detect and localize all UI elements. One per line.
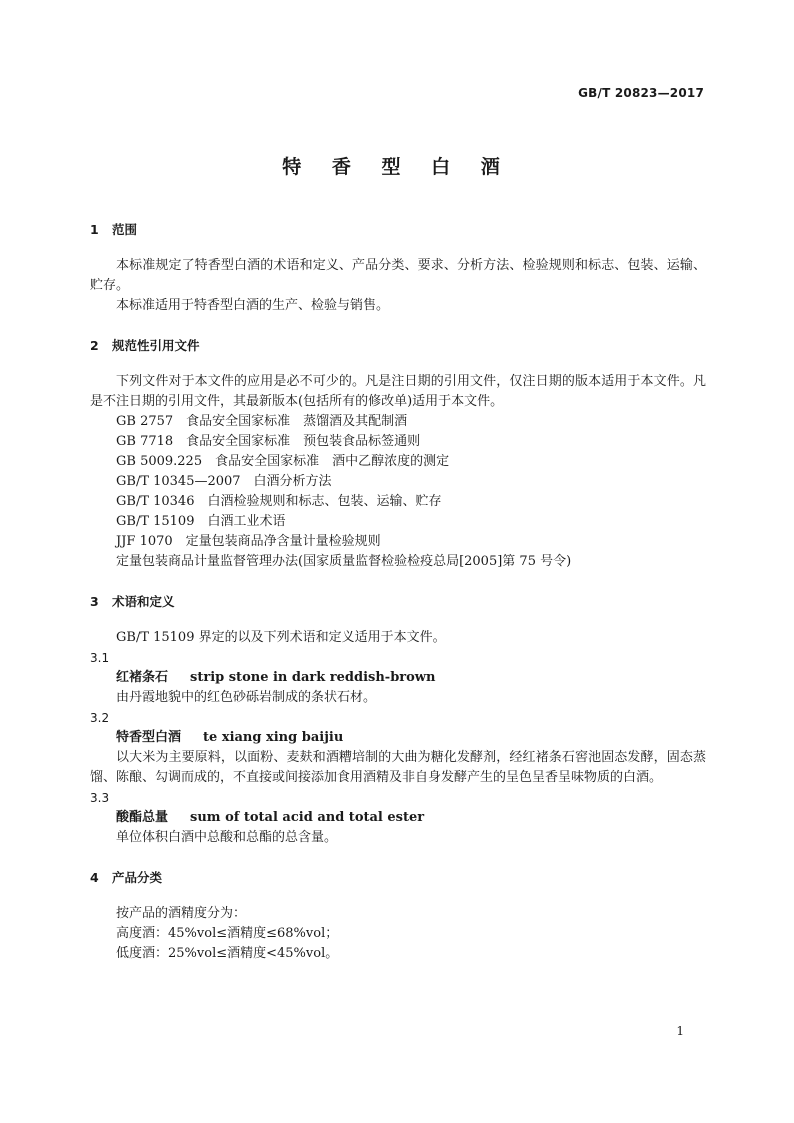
standard-code: GB/T 20823—2017 [578, 86, 704, 100]
reference-item: GB 5009.225 食品安全国家标准 酒中乙醇浓度的测定 [116, 454, 450, 469]
scope-applicability: 本标准适用于特香型白酒的生产、检验与销售。 [116, 298, 390, 313]
section-title: 术语和定义 [112, 594, 175, 609]
term-number: 3.1 [90, 651, 110, 665]
reference-item: GB/T 15109 白酒工业术语 [116, 514, 286, 529]
page-number: 1 [676, 1024, 684, 1038]
section-heading-3 [90, 592, 706, 612]
document-title: 特 香 型 白 酒 [282, 156, 512, 178]
section-number: 4 [90, 870, 99, 885]
term-chinese: 红褚条石 [116, 670, 169, 685]
reference-item: GB 7718 食品安全国家标准 预包装食品标签通则 [116, 434, 421, 449]
references-intro: 下列文件对于本文件的应用是必不可少的。凡是注日期的引用文件，仅注日期的版本适用于本文件。凡是不注日期的引用文件，其最新版本(包括所有的修改单)适用于本文件。 [90, 374, 706, 409]
term-number: 3.2 [90, 711, 110, 725]
section-number: 3 [90, 594, 99, 609]
section-heading-4 [90, 868, 706, 888]
scope-paragraph: 本标准规定了特香型白酒的术语和定义、产品分类、要求、分析方法、检验规则和标志、包装、运输、贮存。 [90, 258, 706, 293]
term-english: te xiang xing baijiu [203, 730, 344, 745]
term-number: 3.3 [90, 791, 110, 805]
term-entry [90, 668, 706, 688]
term-chinese: 特香型白酒 [116, 730, 182, 745]
term-english: sum of total acid and total ester [190, 810, 425, 825]
term-definition: 以大米为主要原料，以面粉、麦麸和酒糟培制的大曲为糖化发酵剂，经红褚条石窖池固态发酵，固态蒸馏、陈酿、勾调而成的，不直接或间接添加食用酒精及非自身发酵产生的呈色呈香呈味物质的白酒。 [90, 750, 706, 785]
section-number: 1 [90, 222, 99, 237]
section-title: 产品分类 [112, 870, 163, 885]
term-entry [90, 808, 706, 828]
term-definition: 单位体积白酒中总酸和总酯的总含量。 [116, 830, 338, 845]
classification-item: 高度酒：45%vol≤酒精度≤68%vol； [116, 926, 339, 941]
term-chinese: 酸酯总量 [116, 810, 169, 825]
section-heading-1 [90, 220, 706, 240]
classification-intro: 按产品的酒精度分为： [116, 906, 247, 921]
section-title: 范围 [112, 222, 138, 237]
classification-item: 低度酒：25%vol≤酒精度<45%vol。 [116, 946, 339, 961]
term-english: strip stone in dark reddish-brown [190, 670, 436, 685]
document-body [90, 220, 706, 964]
reference-item: GB/T 10346 白酒检验规则和标志、包装、运输、贮存 [116, 494, 442, 509]
reference-item: GB/T 10345—2007 白酒分析方法 [116, 474, 332, 489]
section-heading-2 [90, 336, 706, 356]
term-definition: 由丹霞地貌中的红色砂砾岩制成的条状石材。 [116, 690, 377, 705]
reference-item: JJF 1070 定量包装商品净含量计量检验规则 [116, 534, 381, 549]
section-title: 规范性引用文件 [112, 338, 200, 353]
section-number: 2 [90, 338, 99, 353]
term-entry [90, 728, 706, 748]
reference-item: GB 2757 食品安全国家标准 蒸馏酒及其配制酒 [116, 414, 408, 429]
reference-item: 定量包装商品计量监督管理办法(国家质量监督检验检疫总局[2005]第 75 号令) [116, 554, 572, 569]
terms-intro: GB/T 15109 界定的以及下列术语和定义适用于本文件。 [116, 630, 446, 645]
